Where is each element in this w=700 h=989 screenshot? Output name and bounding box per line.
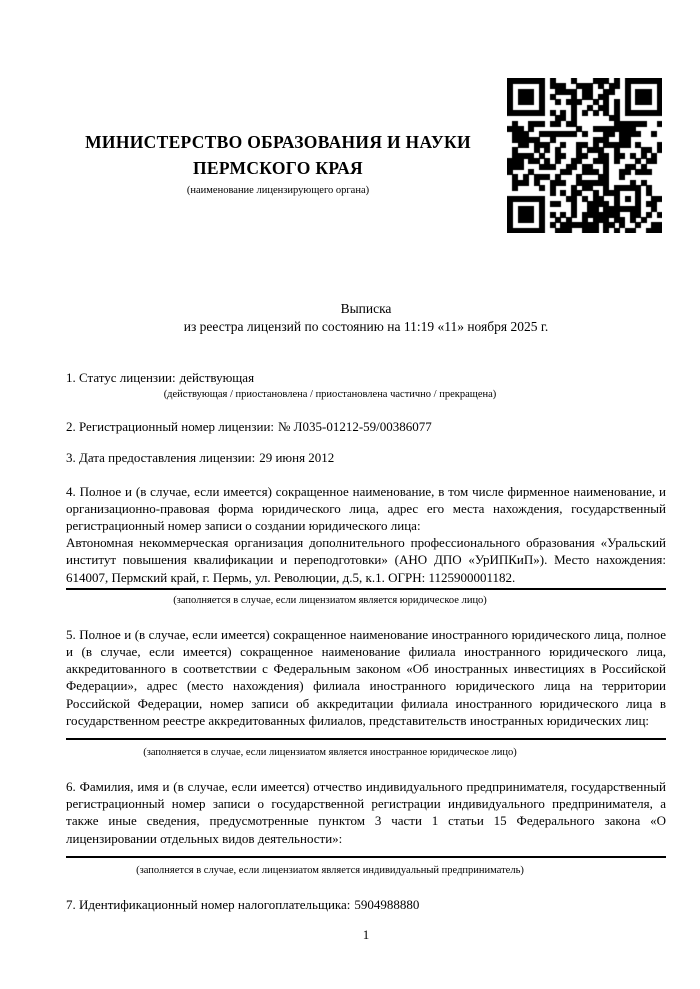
item-inn (66, 896, 666, 913)
legal-entity-value: Автономная некоммерческая организация дополнительного профессионального образования «Уральский институт повышения квалификации и переподготовки» (АНО ДПО «УрИПКиП»). Место нахождения: 614007, Пермский край, г. Пермь, ул. Революции, д.5, к.1. ОГРН: 1125900001182. (66, 535, 666, 585)
grant-date-line (66, 449, 666, 466)
item-grant-date (66, 449, 666, 466)
legal-entity-label: 4. Полное и (в случае, если имеется) сокращенное наименование, в том числе фирменное наименование, и организационно-правовая форма юридического лица, адрес его места нахождения, государственный регистрационный номер записи о создании юридического лица: (66, 483, 666, 534)
entrepreneur-label: 6. Фамилия, имя и (в случае, если имеется) отчество индивидуального предпринимателя, государственный регистрационный номер записи о государственной регистрации индивидуального предпринимателя, а также иные сведения, предусмотренные пунктом 3 части 1 статьи 15 Федерального закона «О лицензировании отдельных видов деятельности»: (66, 779, 666, 846)
item-registration-number (66, 418, 666, 435)
entrepreneur-caption: (заполняется в случае, если лицензиатом является индивидуальный предприниматель) (136, 864, 524, 876)
entrepreneur-fill-line (66, 856, 666, 858)
item-entrepreneur (66, 778, 666, 877)
item-foreign-entity (66, 626, 666, 759)
ministry-name-line1: МИНИСТЕРСТВО ОБРАЗОВАНИЯ И НАУКИ (85, 132, 471, 152)
license-status-line (66, 369, 666, 386)
page-number: 1 (362, 927, 370, 942)
license-status-value: действующая (179, 370, 255, 385)
ministry-header (66, 129, 490, 197)
foreign-entity-blank-value (66, 729, 666, 738)
foreign-entity-fill-line (66, 738, 666, 740)
licensing-authority-caption: (наименование лицензирующего органа) (186, 185, 370, 196)
entrepreneur-blank-value (66, 847, 666, 856)
legal-entity-caption: (заполняется в случае, если лицензиатом является юридическое лицо) (173, 594, 487, 606)
registration-number-line (66, 418, 666, 435)
foreign-entity-caption: (заполняется в случае, если лицензиатом является иностранное юридическое лицо) (143, 747, 517, 759)
qr-code (507, 78, 662, 233)
license-status-options-caption: (действующая / приостановлена / приостановлена частично / прекращена) (163, 389, 497, 401)
inn-value: 5904988880 (354, 896, 420, 912)
ministry-name-line2: ПЕРМСКОГО КРАЯ (193, 158, 363, 178)
grant-date-label: 3. Дата предоставления лицензии: (66, 450, 256, 466)
extract-title-line: Выписка (340, 301, 392, 316)
grant-date-value: 29 июня 2012 (259, 450, 335, 466)
extract-date-line: из реестра лицензий по состоянию на 11:19 «11» ноября 2025 г. (183, 318, 549, 334)
extract-items (66, 369, 666, 913)
item-license-status (66, 369, 666, 401)
extract-title (66, 300, 666, 335)
item-legal-entity (66, 483, 666, 607)
foreign-entity-label: 5. Полное и (в случае, если имеется) сокращенное наименование иностранного юридического лица, полное и (в случае, если имеется) сокращенное наименование филиала иностранного юридического лица, аккредитованного в соответствии с Федеральным законом «Об иностранных инвестициях в Российской Федерации», адрес (место нахождения) филиала иностранного юридического лица на территории Российской Федерации, номер записи об аккредитации филиала иностранного юридического лица в государственном реестре аккредитованных филиалов, представительств иностранных юридических лиц: (66, 626, 666, 728)
legal-entity-fill-line (66, 588, 666, 590)
license-status-label: 1. Статус лицензии: (66, 370, 176, 385)
registration-number-value: № Л035-01212-59/00386077 (278, 419, 432, 435)
inn-line (66, 896, 666, 913)
inn-label: 7. Идентификационный номер налогоплательщика: (66, 896, 351, 912)
registration-number-label: 2. Регистрационный номер лицензии: (66, 419, 275, 435)
